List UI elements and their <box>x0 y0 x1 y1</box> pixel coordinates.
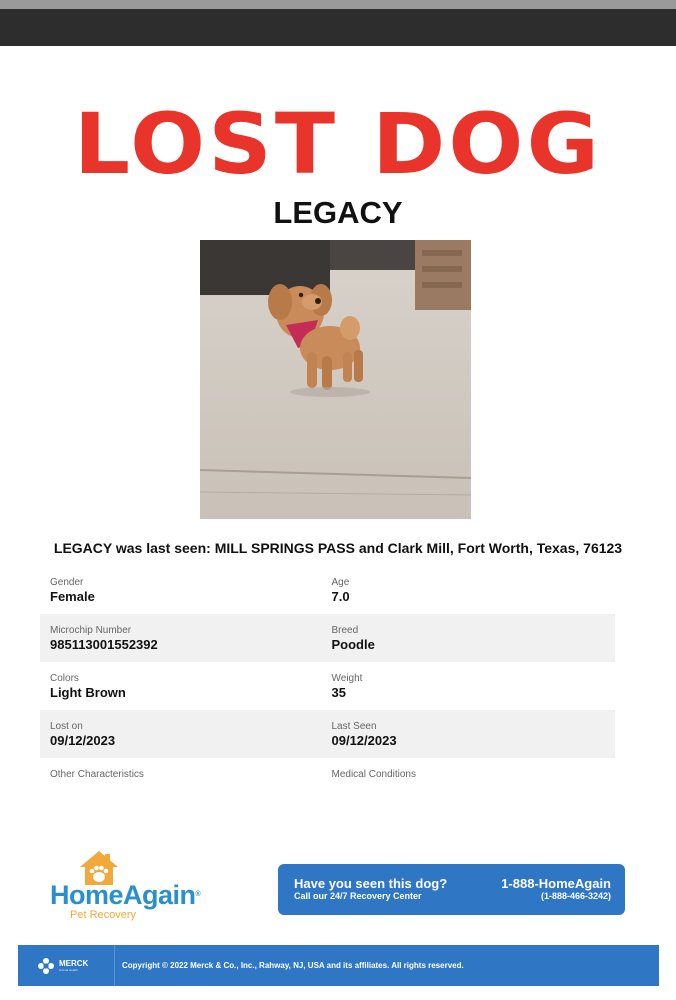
detail-lost-on <box>40 710 328 758</box>
detail-other-characteristics <box>40 758 328 806</box>
detail-row <box>40 566 615 614</box>
detail-row <box>40 758 615 806</box>
detail-colors <box>40 662 328 710</box>
logo-wordmark <box>50 880 200 910</box>
cta-phone: 1-888-HomeAgain <box>501 876 611 891</box>
recovery-center-banner <box>278 864 625 915</box>
detail-value: 09/12/2023 <box>331 733 397 748</box>
footer <box>18 945 659 986</box>
detail-row <box>40 614 615 662</box>
detail-value: Poodle <box>331 637 375 652</box>
merck-tagline: Animal Health <box>59 968 78 972</box>
detail-weight <box>328 662 616 710</box>
lost-dog-headline: LOST DOG <box>73 95 603 193</box>
logo-registered-mark: ® <box>195 891 201 898</box>
merck-logo <box>38 958 98 974</box>
last-seen-location: LEGACY was last seen: MILL SPRINGS PASS and Clark Mill, Fort Worth, Texas, 76123 <box>53 540 623 556</box>
dog-photo <box>200 240 471 519</box>
logo-name: HomeAgain <box>50 880 196 910</box>
top-bar-dark <box>0 9 676 46</box>
detail-microchip <box>40 614 328 662</box>
detail-label: Lost on <box>50 721 83 732</box>
detail-label: Medical Conditions <box>331 769 416 780</box>
detail-label: Gender <box>50 577 84 588</box>
copyright-text: Copyright © 2022 Merck & Co., Inc., Rahway, NJ, USA and its affiliates. All rights reserved. <box>122 961 464 970</box>
detail-medical-conditions <box>328 758 616 806</box>
detail-label: Weight <box>331 673 363 684</box>
footer-divider <box>114 945 115 986</box>
detail-value: 35 <box>331 685 346 700</box>
pet-name: LEGACY <box>273 195 403 230</box>
detail-row <box>40 710 615 758</box>
detail-value: Female <box>50 589 95 604</box>
detail-gender <box>40 566 328 614</box>
merck-name: MERCK <box>59 959 89 968</box>
detail-value: 09/12/2023 <box>50 733 116 748</box>
detail-last-seen <box>328 710 616 758</box>
detail-value: 985113001552392 <box>50 637 158 652</box>
cta-phone-numeric: (1-888-466-3242) <box>540 891 611 901</box>
detail-label: Other Characteristics <box>50 769 144 780</box>
detail-row <box>40 662 615 710</box>
detail-value: 7.0 <box>331 589 350 604</box>
cta-subtitle: Call our 24/7 Recovery Center <box>294 891 422 901</box>
top-bar-light <box>0 0 676 9</box>
detail-value: Light Brown <box>50 685 126 700</box>
detail-label: Colors <box>50 673 79 684</box>
detail-label: Age <box>331 577 350 588</box>
merck-mark-icon <box>38 958 54 974</box>
logo-subtitle: Pet Recovery <box>70 909 137 921</box>
homeagain-logo <box>50 850 202 924</box>
detail-label: Microchip Number <box>50 625 132 636</box>
detail-label: Breed <box>331 625 359 636</box>
pet-details-table <box>40 566 615 806</box>
dog-photo-image <box>200 240 471 519</box>
detail-age <box>328 566 616 614</box>
cta-title: Have you seen this dog? <box>294 876 448 891</box>
detail-breed <box>328 614 616 662</box>
detail-label: Last Seen <box>331 721 377 732</box>
